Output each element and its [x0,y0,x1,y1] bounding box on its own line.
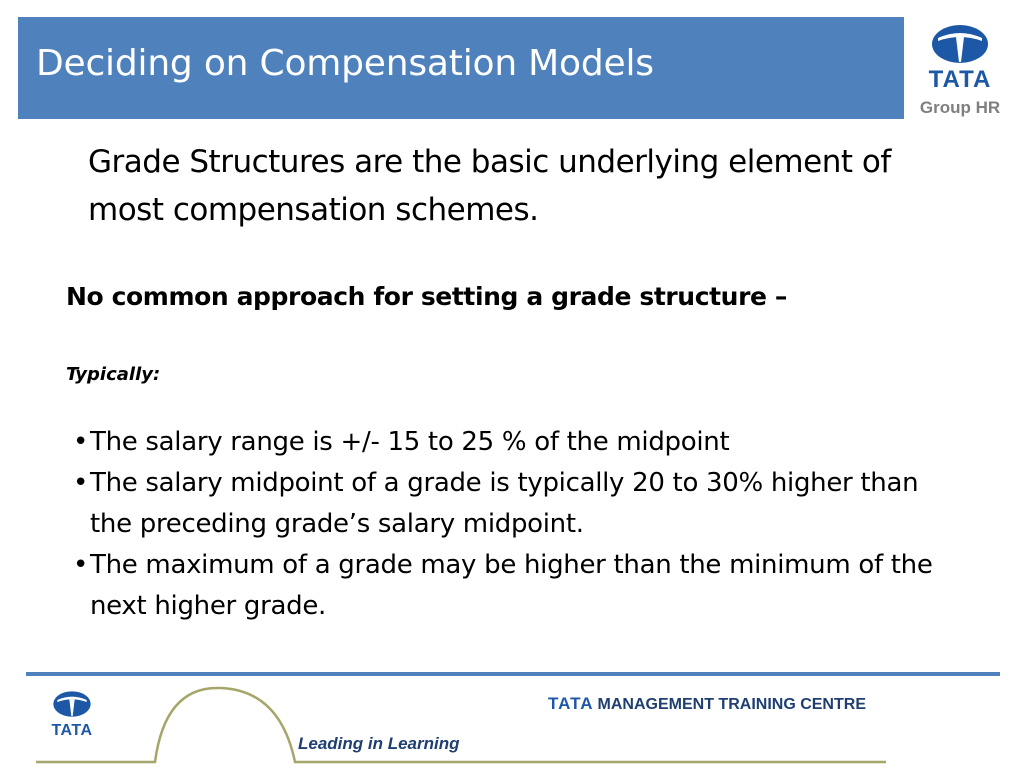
footer-arc-decoration [0,676,1024,768]
tata-group-hr-logo [918,24,1002,124]
logo-wordmark: TATA [928,66,992,93]
bullet-text: The maximum of a grade may be higher than the minimum of the next higher grade. [90,550,933,621]
footer-brand-prefix: TATA [548,694,594,713]
footer-tata-logo [40,690,104,750]
logo-subtitle: Group HR [919,98,1001,117]
section-heading: No common approach for setting a grade structure – [66,282,787,311]
bullet-item [60,545,960,627]
intro-text: Grade Structures are the basic underlying element of most compensation schemes. [88,144,891,228]
bullet-icon: • [72,550,88,580]
bullet-text: The salary range is +/- 15 to 25 % of the midpoint [90,427,730,457]
footer-logo-wordmark: TATA [51,722,93,739]
bullet-list [60,422,960,627]
footer-tagline: Leading in Learning [298,734,460,753]
footer-brand [548,694,866,714]
bullet-icon: • [72,468,88,498]
slide-title: Deciding on Compensation Models [36,43,654,84]
footer-brand-name: MANAGEMENT TRAINING CENTRE [597,696,866,713]
typically-label: Typically: [66,364,161,385]
tata-logo-icon [930,24,990,64]
title-bar [18,17,904,119]
bullet-text: The salary midpoint of a grade is typically 20 to 30% higher than the preceding grade’s salary midpoint. [90,468,919,539]
bullet-item [60,422,960,463]
bullet-icon: • [72,427,88,457]
tata-logo-icon [52,690,92,718]
bullet-item [60,463,960,545]
